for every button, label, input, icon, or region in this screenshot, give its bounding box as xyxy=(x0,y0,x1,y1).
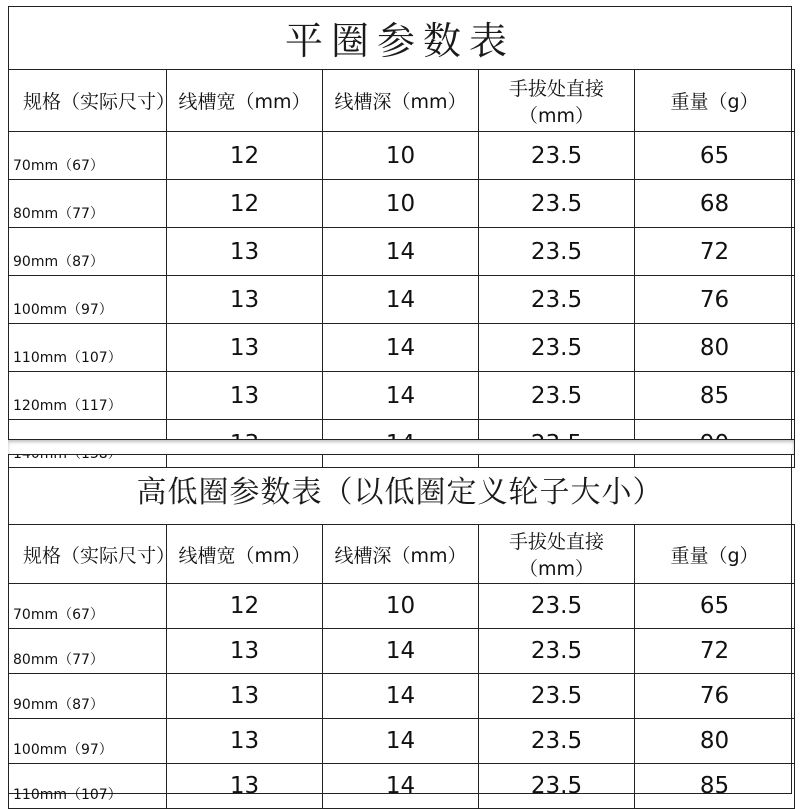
weight-cell: 80 xyxy=(635,719,795,764)
groove-depth-cell: 14 xyxy=(323,372,479,420)
grip-diameter-cell: 23.5 xyxy=(479,719,635,764)
weight-cell: 72 xyxy=(635,629,795,674)
groove-depth-cell: 14 xyxy=(323,324,479,372)
weight-cell: 85 xyxy=(635,372,795,420)
table2-header-row xyxy=(9,525,795,584)
table-row xyxy=(9,674,795,719)
groove-depth-cell: 10 xyxy=(323,584,479,629)
spec-cell: 110mm（107） xyxy=(9,324,167,372)
table-row xyxy=(9,228,795,276)
weight-cell: 65 xyxy=(635,584,795,629)
table-row xyxy=(9,276,795,324)
table-row xyxy=(9,180,795,228)
spec-cell: 110mm（107） xyxy=(9,764,167,809)
groove-depth-cell: 14 xyxy=(323,228,479,276)
groove-depth-cell: 10 xyxy=(323,180,479,228)
spec-cell: 120mm（117） xyxy=(9,372,167,420)
table2-title: 高低圈参数表（以低圈定义轮子大小） xyxy=(136,475,664,510)
weight-cell: 68 xyxy=(635,180,795,228)
section-divider xyxy=(8,439,794,455)
groove-width-cell: 12 xyxy=(167,132,323,180)
grip-diameter-cell: 23.5 xyxy=(479,584,635,629)
groove-depth-cell: 10 xyxy=(323,132,479,180)
table-row xyxy=(9,132,795,180)
table1-header-groove-depth: 线槽深（mm） xyxy=(323,70,479,132)
groove-width-cell: 13 xyxy=(167,228,323,276)
table1-header-groove-width: 线槽宽（mm） xyxy=(167,70,323,132)
groove-width-cell: 13 xyxy=(167,674,323,719)
spec-cell: 90mm（87） xyxy=(9,674,167,719)
grip-diameter-cell: 23.5 xyxy=(479,228,635,276)
table2-header-weight: 重量（g） xyxy=(635,525,795,584)
groove-width-cell: 13 xyxy=(167,764,323,809)
flat-ring-parameter-table xyxy=(8,69,795,468)
table-row xyxy=(9,719,795,764)
groove-depth-cell: 14 xyxy=(323,719,479,764)
groove-depth-cell: 14 xyxy=(323,764,479,809)
weight-cell: 80 xyxy=(635,324,795,372)
groove-depth-cell: 14 xyxy=(323,674,479,719)
groove-width-cell: 12 xyxy=(167,584,323,629)
groove-depth-cell: 14 xyxy=(323,629,479,674)
spec-cell: 70mm（67） xyxy=(9,132,167,180)
spec-cell: 100mm（97） xyxy=(9,276,167,324)
weight-cell: 65 xyxy=(635,132,795,180)
weight-cell: 72 xyxy=(635,228,795,276)
groove-width-cell: 13 xyxy=(167,719,323,764)
grip-diameter-cell: 23.5 xyxy=(479,276,635,324)
spec-cell: 80mm（77） xyxy=(9,629,167,674)
groove-width-cell: 13 xyxy=(167,324,323,372)
groove-width-cell: 13 xyxy=(167,372,323,420)
grip-diameter-cell: 23.5 xyxy=(479,132,635,180)
weight-cell: 85 xyxy=(635,764,795,809)
table1-header-weight: 重量（g） xyxy=(635,70,795,132)
table-row xyxy=(9,764,795,809)
weight-cell: 76 xyxy=(635,276,795,324)
groove-width-cell: 13 xyxy=(167,276,323,324)
table2-header-grip-diameter: 手拔处直接（mm） xyxy=(479,525,635,584)
table1-title: 平圈参数表 xyxy=(284,19,515,63)
spec-cell: 100mm（97） xyxy=(9,719,167,764)
table-row xyxy=(9,629,795,674)
table1-header-spec: 规格（实际尺寸） xyxy=(9,70,167,132)
table2-header-spec: 规格（实际尺寸） xyxy=(9,525,167,584)
table-row xyxy=(9,324,795,372)
weight-cell: 76 xyxy=(635,674,795,719)
spec-cell: 70mm（67） xyxy=(9,584,167,629)
grip-diameter-cell: 23.5 xyxy=(479,180,635,228)
table-row xyxy=(9,584,795,629)
groove-width-cell: 13 xyxy=(167,629,323,674)
grip-diameter-cell: 23.5 xyxy=(479,764,635,809)
spec-cell: 90mm（87） xyxy=(9,228,167,276)
table-row xyxy=(9,372,795,420)
grip-diameter-cell: 23.5 xyxy=(479,324,635,372)
table2-header-groove-width: 线槽宽（mm） xyxy=(167,525,323,584)
table1-header-grip-diameter: 手拔处直接（mm） xyxy=(479,70,635,132)
grip-diameter-cell: 23.5 xyxy=(479,629,635,674)
table2-header-groove-depth: 线槽深（mm） xyxy=(323,525,479,584)
groove-width-cell: 12 xyxy=(167,180,323,228)
grip-diameter-cell: 23.5 xyxy=(479,674,635,719)
spec-sheet-frame xyxy=(8,6,792,803)
spec-cell: 80mm（77） xyxy=(9,180,167,228)
high-low-ring-parameter-table xyxy=(8,524,795,809)
table1-header-row xyxy=(9,70,795,132)
groove-depth-cell: 14 xyxy=(323,276,479,324)
grip-diameter-cell: 23.5 xyxy=(479,372,635,420)
